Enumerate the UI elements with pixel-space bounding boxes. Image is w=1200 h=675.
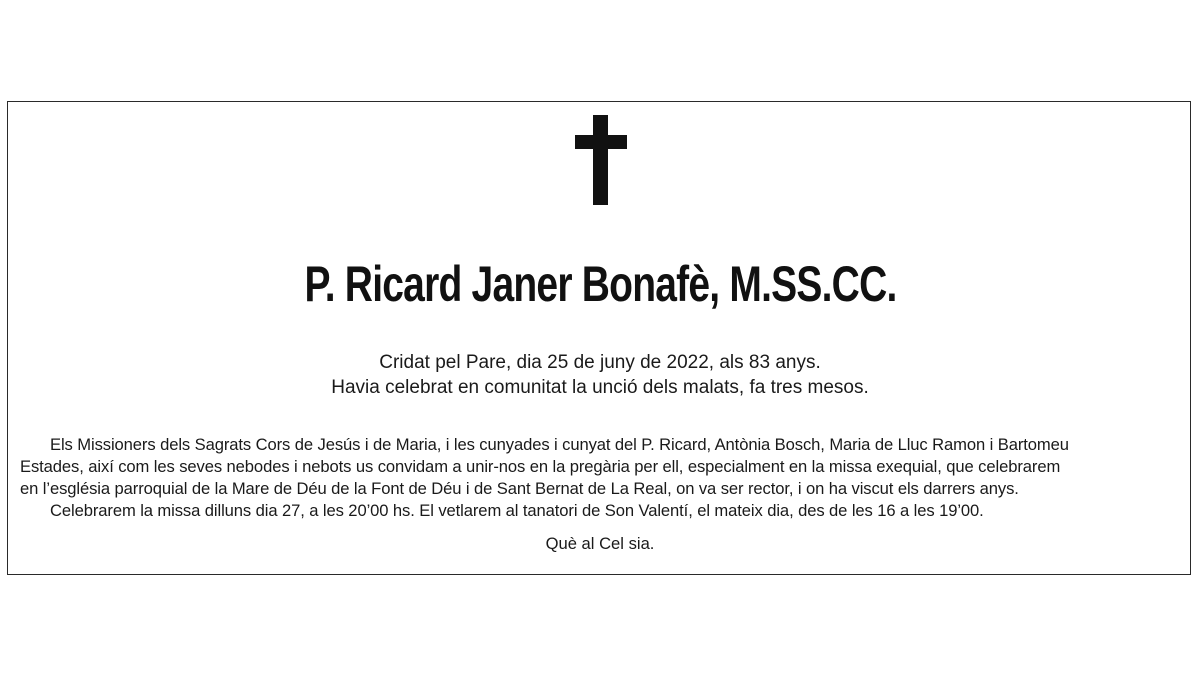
body-row-2: Estades, així com les seves nebodes i nebots us convidam a unir-nos en la pregària per ell, especialment en la missa exequial, que celebrarem — [20, 457, 1061, 476]
body-row-1: Els Missioners dels Sagrats Cors de Jesús i de Maria, i les cunyades i cunyat del P. Ricard, Antònia Bosch, Maria de Lluc Ramon i Bartomeu — [50, 435, 1069, 454]
closing-line: Què al Cel sia. — [545, 534, 655, 553]
death-date-line: Cridat pel Pare, dia 25 de juny de 2022, als 83 anys. — [379, 352, 821, 373]
deceased-name: P. Ricard Janer Bonafè, M.SS.CC. — [303, 256, 897, 312]
cross-icon — [575, 115, 627, 205]
body-row-3: en l’església parroquial de la Mare de Déu de la Font de Déu i de Sant Bernat de La Real, on va ser rector, i on ha viscut els darrers anys. — [20, 479, 1019, 498]
anointing-line: Havia celebrat en comunitat la unció dels malats, fa tres mesos. — [331, 377, 869, 398]
notice-body — [20, 432, 1184, 524]
body-row-4: Celebrarem la missa dilluns dia 27, a les 20’00 hs. El vetlarem al tanatori de Son Valentí, el mateix dia, des de les 16 a les 19’00. — [50, 501, 984, 520]
